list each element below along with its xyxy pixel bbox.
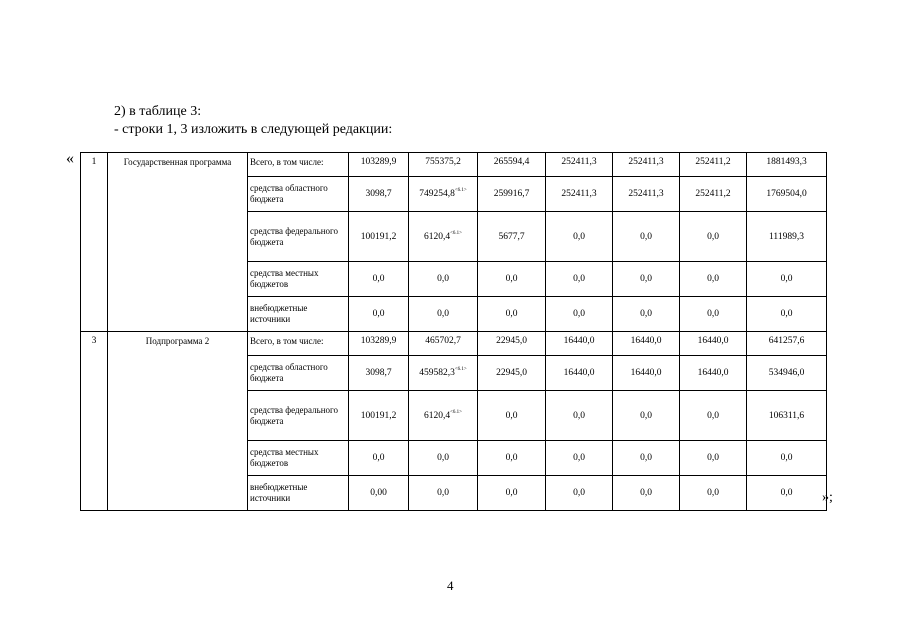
amount-value: 5677,7: [498, 231, 525, 242]
amount-cell: [613, 332, 680, 356]
amount-cell: [409, 177, 478, 212]
amount-cell: [409, 212, 478, 262]
amount-value: 0,0: [573, 453, 585, 463]
funding-source-cell: средства местных бюджетов: [248, 441, 349, 476]
amount-cell: [546, 476, 613, 511]
amount-value: 459582,3: [419, 368, 455, 378]
amount-cell: [747, 476, 827, 511]
amount-cell: [680, 177, 747, 212]
amount-value: 0,0: [780, 274, 793, 284]
amount-cell: [478, 153, 546, 177]
amount-value: 252411,3: [628, 189, 664, 199]
amount-value: 100191,2: [360, 231, 397, 242]
amount-cell: [613, 391, 680, 441]
amount-value: 0,0: [640, 488, 652, 498]
amount-value: 0,0: [707, 231, 719, 242]
amount-value: 0,0: [505, 453, 518, 463]
amount-value: 6120,4: [423, 231, 451, 242]
amount-cell: [409, 297, 478, 332]
amount-value: 3098,7: [365, 189, 392, 199]
amount-value: 3098,7: [365, 368, 392, 378]
amount-value: 103289,9: [360, 336, 397, 346]
amount-cell: [349, 262, 409, 297]
amount-cell: [409, 441, 478, 476]
amount-cell: [747, 441, 827, 476]
amount-cell: [680, 476, 747, 511]
amount-value: 16440,0: [563, 368, 595, 378]
amount-value: 641257,6: [768, 336, 805, 346]
amount-value: 0,0: [372, 274, 385, 284]
amount-value: 0,0: [640, 274, 652, 284]
footnote-marker: <6.1>: [454, 188, 467, 193]
funding-source-cell: средства федерального бюджета: [248, 391, 349, 441]
amount-value: 0,0: [780, 453, 793, 463]
amount-cell: [613, 297, 680, 332]
closing-quote: »;: [822, 490, 833, 505]
amount-cell: [613, 476, 680, 511]
amount-cell: [747, 332, 827, 356]
amount-value: 6120,4: [423, 410, 451, 421]
amount-cell: [680, 391, 747, 441]
amount-cell: [747, 391, 827, 441]
amount-value: 100191,2: [360, 410, 397, 421]
amount-cell: [546, 153, 613, 177]
amount-value: 0,0: [505, 488, 518, 498]
amount-cell: [349, 476, 409, 511]
amendment-heading: 2) в таблице 3:: [114, 104, 202, 119]
amount-value: 252411,3: [628, 157, 664, 167]
amount-value: 0,0: [505, 274, 518, 284]
amount-cell: [478, 476, 546, 511]
amount-cell: [546, 332, 613, 356]
amount-cell: [409, 391, 478, 441]
amount-value: 252411,3: [561, 157, 597, 167]
page-number: 4: [447, 578, 454, 593]
amount-cell: [680, 356, 747, 391]
amount-value: 16440,0: [563, 336, 595, 346]
amount-value: 0,0: [780, 309, 793, 319]
amount-cell: [478, 177, 546, 212]
amount-cell: [546, 262, 613, 297]
amount-value: 16440,0: [630, 336, 662, 346]
amount-cell: [613, 212, 680, 262]
amount-value: 252411,3: [561, 189, 597, 199]
amount-cell: [613, 262, 680, 297]
funding-source-cell: средства местных бюджетов: [248, 262, 349, 297]
amount-cell: [747, 297, 827, 332]
funding-source-cell: средства федерального бюджета: [248, 212, 349, 262]
amount-cell: [478, 297, 546, 332]
amount-value: 0,0: [573, 309, 585, 319]
amount-value: 0,0: [437, 488, 449, 498]
amount-cell: [478, 262, 546, 297]
amount-cell: [349, 356, 409, 391]
footnote-marker: <6.1>: [450, 230, 462, 236]
amount-cell: [680, 212, 747, 262]
amount-value: 0,0: [707, 309, 719, 319]
amount-cell: [680, 441, 747, 476]
amount-cell: [349, 177, 409, 212]
amount-value: 0,0: [640, 410, 652, 421]
amount-value: 1881493,3: [766, 157, 807, 167]
funding-source-cell: средства областного бюджета: [248, 356, 349, 391]
amount-cell: [478, 441, 546, 476]
amount-cell: [409, 356, 478, 391]
amount-value: 106311,6: [768, 410, 805, 421]
amount-value: 0,0: [437, 274, 449, 284]
amount-value: 0,0: [640, 453, 652, 463]
amount-cell: [478, 356, 546, 391]
funding-source-cell: Всего, в том числе:: [248, 153, 349, 177]
amount-value: 0,0: [780, 488, 793, 498]
amount-value: 259916,7: [493, 189, 530, 199]
amount-cell: [546, 297, 613, 332]
amount-value: 16440,0: [697, 368, 729, 378]
amount-cell: [349, 153, 409, 177]
amount-cell: [409, 476, 478, 511]
amount-value: 465702,7: [425, 336, 461, 346]
amount-value: 16440,0: [630, 368, 662, 378]
amount-value: 0,0: [505, 309, 518, 319]
row-number-cell: 1: [81, 153, 108, 332]
amount-value: 0,00: [370, 488, 387, 498]
amount-cell: [680, 153, 747, 177]
amount-cell: [349, 391, 409, 441]
amount-value: 0,0: [573, 274, 585, 284]
amount-cell: [478, 212, 546, 262]
amount-cell: [613, 177, 680, 212]
amount-cell: [478, 332, 546, 356]
amount-value: 0,0: [707, 410, 719, 421]
amount-cell: [546, 177, 613, 212]
amount-cell: [747, 262, 827, 297]
amount-value: 0,0: [437, 309, 449, 319]
amount-cell: [613, 153, 680, 177]
amount-value: 534946,0: [768, 368, 805, 378]
amendment-instruction: - строки 1, 3 изложить в следующей редакции:: [114, 122, 393, 137]
amount-cell: [546, 391, 613, 441]
funding-source-cell: средства областного бюджета: [248, 177, 349, 212]
table-row: [81, 332, 827, 356]
table-row: [81, 153, 827, 177]
amount-value: 252411,2: [695, 157, 731, 167]
amount-cell: [409, 153, 478, 177]
funding-source-cell: внебюджетные источники: [248, 297, 349, 332]
amount-value: 1769504,0: [766, 189, 807, 199]
program-name-cell: Государственная программа: [108, 153, 248, 332]
amount-cell: [409, 262, 478, 297]
amount-cell: [747, 356, 827, 391]
budget-table-body: [81, 153, 827, 511]
amount-cell: [349, 297, 409, 332]
amount-cell: [680, 332, 747, 356]
amount-value: 0,0: [640, 231, 652, 242]
amount-value: 103289,9: [360, 157, 397, 167]
budget-table: [80, 152, 827, 511]
amount-cell: [613, 441, 680, 476]
amount-value: 0,0: [573, 231, 585, 242]
amount-value: 252411,2: [695, 189, 731, 199]
amount-value: 265594,4: [493, 157, 530, 167]
amount-value: 0,0: [437, 453, 449, 463]
amount-cell: [747, 153, 827, 177]
amount-value: 0,0: [707, 453, 719, 463]
amount-value: 749254,8: [419, 189, 455, 199]
amount-cell: [680, 262, 747, 297]
amount-value: 16440,0: [697, 336, 729, 346]
amount-cell: [747, 177, 827, 212]
amount-cell: [747, 212, 827, 262]
row-number-cell: 3: [81, 332, 108, 511]
footnote-marker: <6.1>: [450, 409, 462, 415]
amount-cell: [478, 391, 546, 441]
amount-cell: [680, 297, 747, 332]
amount-value: 0,0: [372, 453, 385, 463]
program-name-cell: Подпрограмма 2: [108, 332, 248, 511]
amount-value: 0,0: [707, 488, 719, 498]
amount-value: 111989,3: [769, 231, 804, 242]
amount-cell: [546, 212, 613, 262]
funding-source-cell: Всего, в том числе:: [248, 332, 349, 356]
amount-value: 0,0: [505, 410, 518, 421]
amount-cell: [409, 332, 478, 356]
amount-value: 0,0: [573, 488, 585, 498]
amount-value: 0,0: [573, 410, 585, 421]
amount-value: 22945,0: [496, 368, 527, 378]
amount-value: 0,0: [372, 309, 385, 319]
amount-cell: [613, 356, 680, 391]
amount-cell: [349, 441, 409, 476]
amount-cell: [546, 356, 613, 391]
amount-value: 22945,0: [496, 336, 527, 346]
amount-value: 755375,2: [425, 157, 461, 167]
amount-cell: [349, 332, 409, 356]
amount-value: 0,0: [640, 309, 652, 319]
amount-cell: [546, 441, 613, 476]
opening-quote: «: [66, 150, 74, 167]
amount-value: 0,0: [707, 274, 719, 284]
funding-source-cell: внебюджетные источники: [248, 476, 349, 511]
amount-cell: [349, 212, 409, 262]
footnote-marker: <6.1>: [454, 367, 467, 372]
